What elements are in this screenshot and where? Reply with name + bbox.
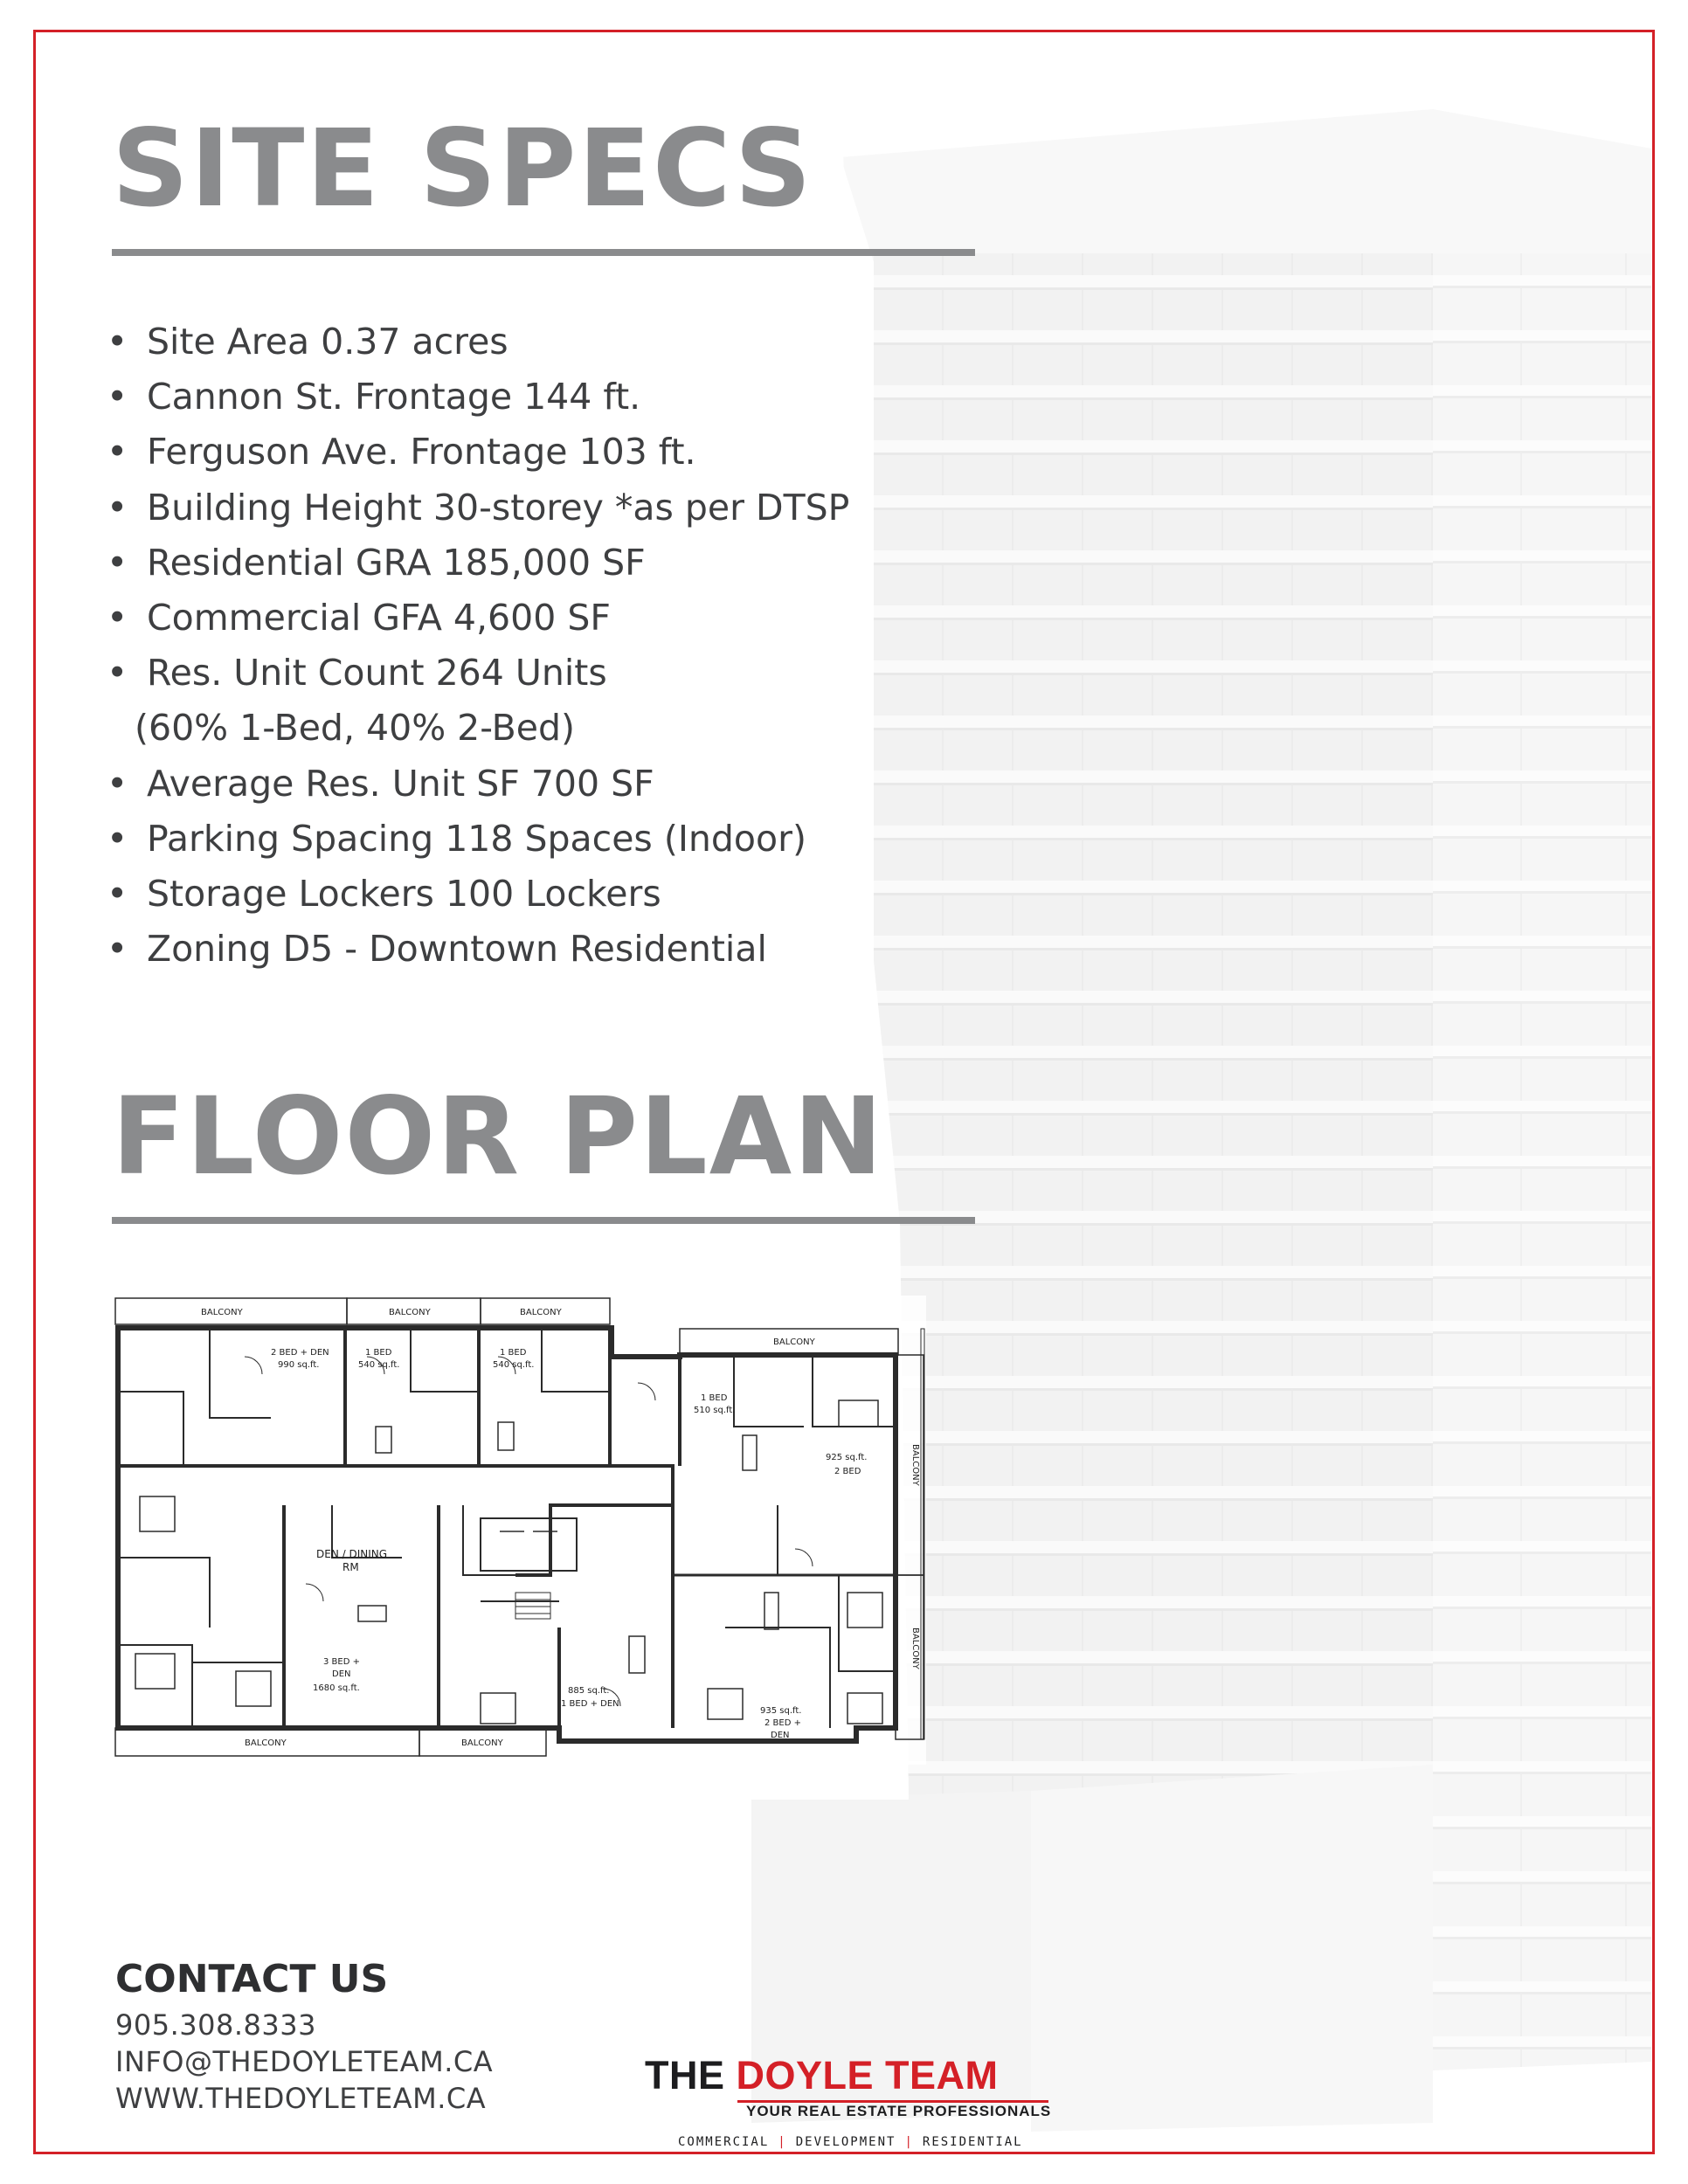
contact-email[interactable]: INFO@THEDOYLETEAM.CA [115, 2045, 494, 2078]
logo-tag-separator: | [778, 2135, 787, 2149]
heading-divider [112, 249, 975, 256]
room-label: DEN / DINING [316, 1548, 388, 1560]
logo-the: THE [645, 2053, 725, 2098]
spec-item [107, 370, 893, 425]
spec-item [107, 425, 893, 480]
spec-item [107, 867, 893, 922]
spec-text: Res. Unit Count 264 Units [147, 652, 607, 695]
spec-text: Storage Lockers 100 Lockers [147, 873, 661, 916]
unit-type-label: DEN [771, 1731, 790, 1740]
site-specs-heading: SITE SPECS [112, 107, 813, 231]
unit-size-label: 1680 sq.ft. [313, 1683, 360, 1693]
bullet: • [107, 928, 128, 971]
spec-item [107, 591, 893, 646]
site-specs-list [107, 314, 893, 977]
unit-size-label: 540 sq.ft. [493, 1360, 535, 1370]
unit-type-label: 1 BED [701, 1393, 728, 1403]
contact-us-heading: CONTACT US [115, 1957, 389, 2001]
spec-text: Commercial GFA 4,600 SF [147, 597, 611, 639]
bullet: • [107, 486, 128, 529]
heading-divider [112, 1217, 975, 1224]
unit-size-label: 540 sq.ft. [358, 1360, 400, 1370]
bullet: • [107, 873, 128, 916]
balcony-label: BALCONY [773, 1337, 815, 1347]
unit-size-label: 935 sq.ft. [760, 1706, 802, 1716]
unit-type-label: DEN [332, 1669, 351, 1679]
spec-text: Cannon St. Frontage 144 ft. [147, 376, 641, 418]
logo-name: DOYLE TEAM [736, 2053, 999, 2098]
doyle-team-logo [643, 2053, 1054, 2149]
bullet: • [107, 762, 128, 805]
unit-size-label: 510 sq.ft. [694, 1406, 736, 1415]
balcony-label: BALCONY [245, 1738, 287, 1748]
balcony-label: BALCONY [389, 1308, 431, 1317]
unit-type-label: 2 BED [834, 1467, 861, 1476]
spec-item [107, 480, 893, 536]
logo-tag: DEVELOPMENT [795, 2135, 896, 2149]
balcony-label: BALCONY [910, 1628, 920, 1669]
bullet: • [107, 321, 128, 363]
logo-tag: COMMERCIAL [678, 2135, 770, 2149]
bullet: • [107, 652, 128, 695]
spec-text: Building Height 30-storey *as per DTSP [147, 486, 850, 529]
logo-wordmark [645, 2053, 999, 2098]
unit-size-label: 990 sq.ft. [278, 1360, 320, 1370]
logo-tag-separator: | [904, 2135, 914, 2149]
floor-plan-heading: FLOOR PLAN [112, 1075, 885, 1199]
unit-size-label: 925 sq.ft. [826, 1453, 868, 1462]
unit-type-label: 1 BED [365, 1348, 392, 1358]
spec-text: Average Res. Unit SF 700 SF [147, 762, 654, 805]
spec-text: Site Area 0.37 acres [147, 321, 508, 363]
unit-type-label: 1 BED + DEN [561, 1699, 619, 1709]
contact-website[interactable]: WWW.THEDOYLETEAM.CA [115, 2082, 487, 2115]
balcony-label: BALCONY [910, 1444, 920, 1486]
contact-phone[interactable]: 905.308.8333 [115, 2008, 316, 2042]
logo-service-tags [678, 2135, 1023, 2149]
spec-item [107, 314, 893, 370]
floor-plan-drawing [114, 1296, 926, 1765]
spec-text: Parking Spacing 118 Spaces (Indoor) [147, 817, 806, 860]
spec-item [107, 646, 893, 756]
room-label: RM [342, 1561, 359, 1573]
balcony-label: BALCONY [201, 1308, 243, 1317]
bullet: • [107, 431, 128, 473]
bullet: • [107, 541, 128, 584]
spec-item [107, 812, 893, 867]
bullet: • [107, 817, 128, 860]
unit-type-label: 1 BED [500, 1348, 527, 1358]
bullet: • [107, 597, 128, 639]
logo-tagline: YOUR REAL ESTATE PROFESSIONALS [746, 2103, 1052, 2119]
balcony-label: BALCONY [461, 1738, 503, 1748]
spec-text: Ferguson Ave. Frontage 103 ft. [147, 431, 696, 473]
spec-text: Residential GRA 185,000 SF [147, 541, 646, 584]
bullet: • [107, 376, 128, 418]
unit-type-label: 2 BED + DEN [271, 1348, 329, 1358]
unit-type-label: 3 BED + [323, 1657, 360, 1667]
spec-item [107, 922, 893, 977]
balcony-label: BALCONY [520, 1308, 562, 1317]
logo-tag: RESIDENTIAL [922, 2135, 1023, 2149]
spec-item [107, 757, 893, 812]
unit-type-label: 2 BED + [764, 1718, 801, 1728]
unit-size-label: 885 sq.ft. [568, 1686, 610, 1696]
spec-unit-split: (60% 1-Bed, 40% 2-Bed) [135, 707, 575, 750]
spec-item [107, 536, 893, 591]
spec-text: Zoning D5 - Downtown Residential [147, 928, 767, 971]
